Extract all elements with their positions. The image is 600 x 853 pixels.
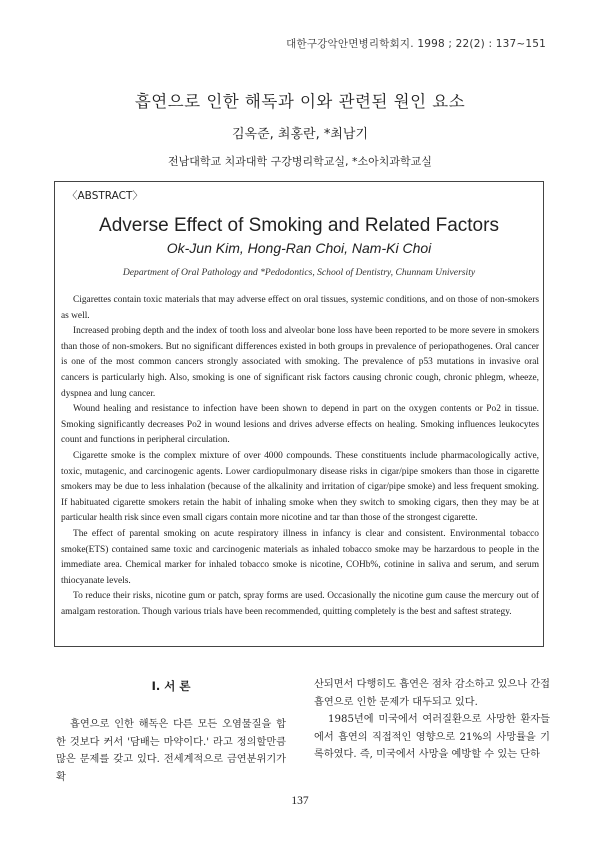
korean-affiliation: 전남대학교 치과대학 구강병리학교실, *소아치과학교실: [168, 155, 432, 168]
abstract-paragraph: Cigarette smoke is the complex mixture of over 4000 compounds. These constituents include pharmacologically active, toxic, mutagenic, and carcinogenic agents. Lower cardiopulmonary disease risks in cigar/pipe smokers than those in cigarette smokers may be due to less inhalation (because of the alkalinity and irritation of cigar/pipe smoke) and less frequent smoking. If habituated cigarette smokers retain the habit of inhaling smoke when they switch to smoking cigars, then they may be at particular health risk since even small cigars contain more nicotine and tar than those of the strongest cigarette.: [61, 450, 539, 524]
body-paragraph: 흡연으로 인한 해독은 다른 모든 오염물질을 합한 것보다 커서 '담배는 마약이다.' 라고 정의할만큼 많은 문제를 갖고 있다. 전세계적으로 금연분위기가 확: [56, 719, 286, 783]
journal-header: 대한구강악안면병리학회지. 1998 ; 22(2) : 137~151: [286, 38, 546, 50]
body-paragraph-continued: 산되면서 다행히도 흡연은 점차 감소하고 있으나 간접흡연으로 인한 문제가 대두되고 있다.: [314, 679, 550, 708]
body-paragraph: 1985년에 미국에서 여러질환으로 사망한 환자들에서 흡연의 직접적인 영향으로 21%의 사망률을 기록하였다. 즉, 미국에서 사망을 예방할 수 있는 단하: [314, 714, 550, 760]
english-title: Adverse Effect of Smoking and Related Factors: [99, 215, 499, 236]
section-heading: I. 서 론: [151, 679, 191, 693]
korean-title: 흡연으로 인한 해독과 이와 관련된 원인 요소: [134, 92, 466, 111]
korean-authors: 김옥준, 최홍란, *최남기: [231, 127, 369, 142]
abstract-paragraph: Wound healing and resistance to infection have been shown to depend in part on the oxygen contents or Po2 in tissue. Smoking significantly decreases Po2 in wound lesions and drives adverse effects on healing. Smoking influences leukocytes count and functions in peripheral circulation.: [61, 404, 539, 446]
left-column: [56, 676, 286, 786]
abstract-paragraph: Increased probing depth and the index of tooth loss and alveolar bone loss have been reported to be more severe in smokers than those of non-smokers. But no significant differences existed in both groups in prevalence of periopathogenes. Oral cancer is one of the most common cancers strongly associated with smoking. The prevalence of p53 mutations in invasive oral cancers is particularly high. Also, smoking is one of significant risk factors causing chronic cough, chronic phlegm, wheeze, dyspnea and lung cancer.: [61, 326, 539, 399]
abstract-paragraph: To reduce their risks, nicotine gum or patch, spray forms are used. Occasionally the nicotine gum cause the mercury out of amalgam restoration. Though various trials have been recommended, quitting completely is the best and saftest strategy.: [61, 591, 539, 617]
english-affiliation: Department of Oral Pathology and *Pedodontics, School of Dentistry, Chunnam University: [122, 267, 476, 278]
right-column: [314, 676, 550, 764]
abstract-body: [61, 293, 539, 620]
english-authors: Ok-Jun Kim, Hong-Ran Choi, Nam-Ki Choi: [166, 240, 432, 256]
abstract-label: 〈ABSTRACT〉: [67, 190, 143, 202]
abstract-paragraph: The effect of parental smoking on acute respiratory illness in infancy is clear and consistent. Environmental tobacco smoke(ETS) contained same toxic and carcinogenic materials as inhaled tobacco smoke may be harzardous to people in the immediate area. Chemical marker for inhaled tobacco smoke is nicotine, COHb%, cotinine in saliva and serum, and serum thiocyanate levels.: [61, 528, 539, 586]
page-number: 137: [291, 795, 309, 807]
abstract-paragraph: Cigarettes contain toxic materials that may adverse effect on oral tissues, systemic conditions, and on those of non-smokers as well.: [61, 295, 539, 321]
abstract-box: [54, 181, 544, 647]
